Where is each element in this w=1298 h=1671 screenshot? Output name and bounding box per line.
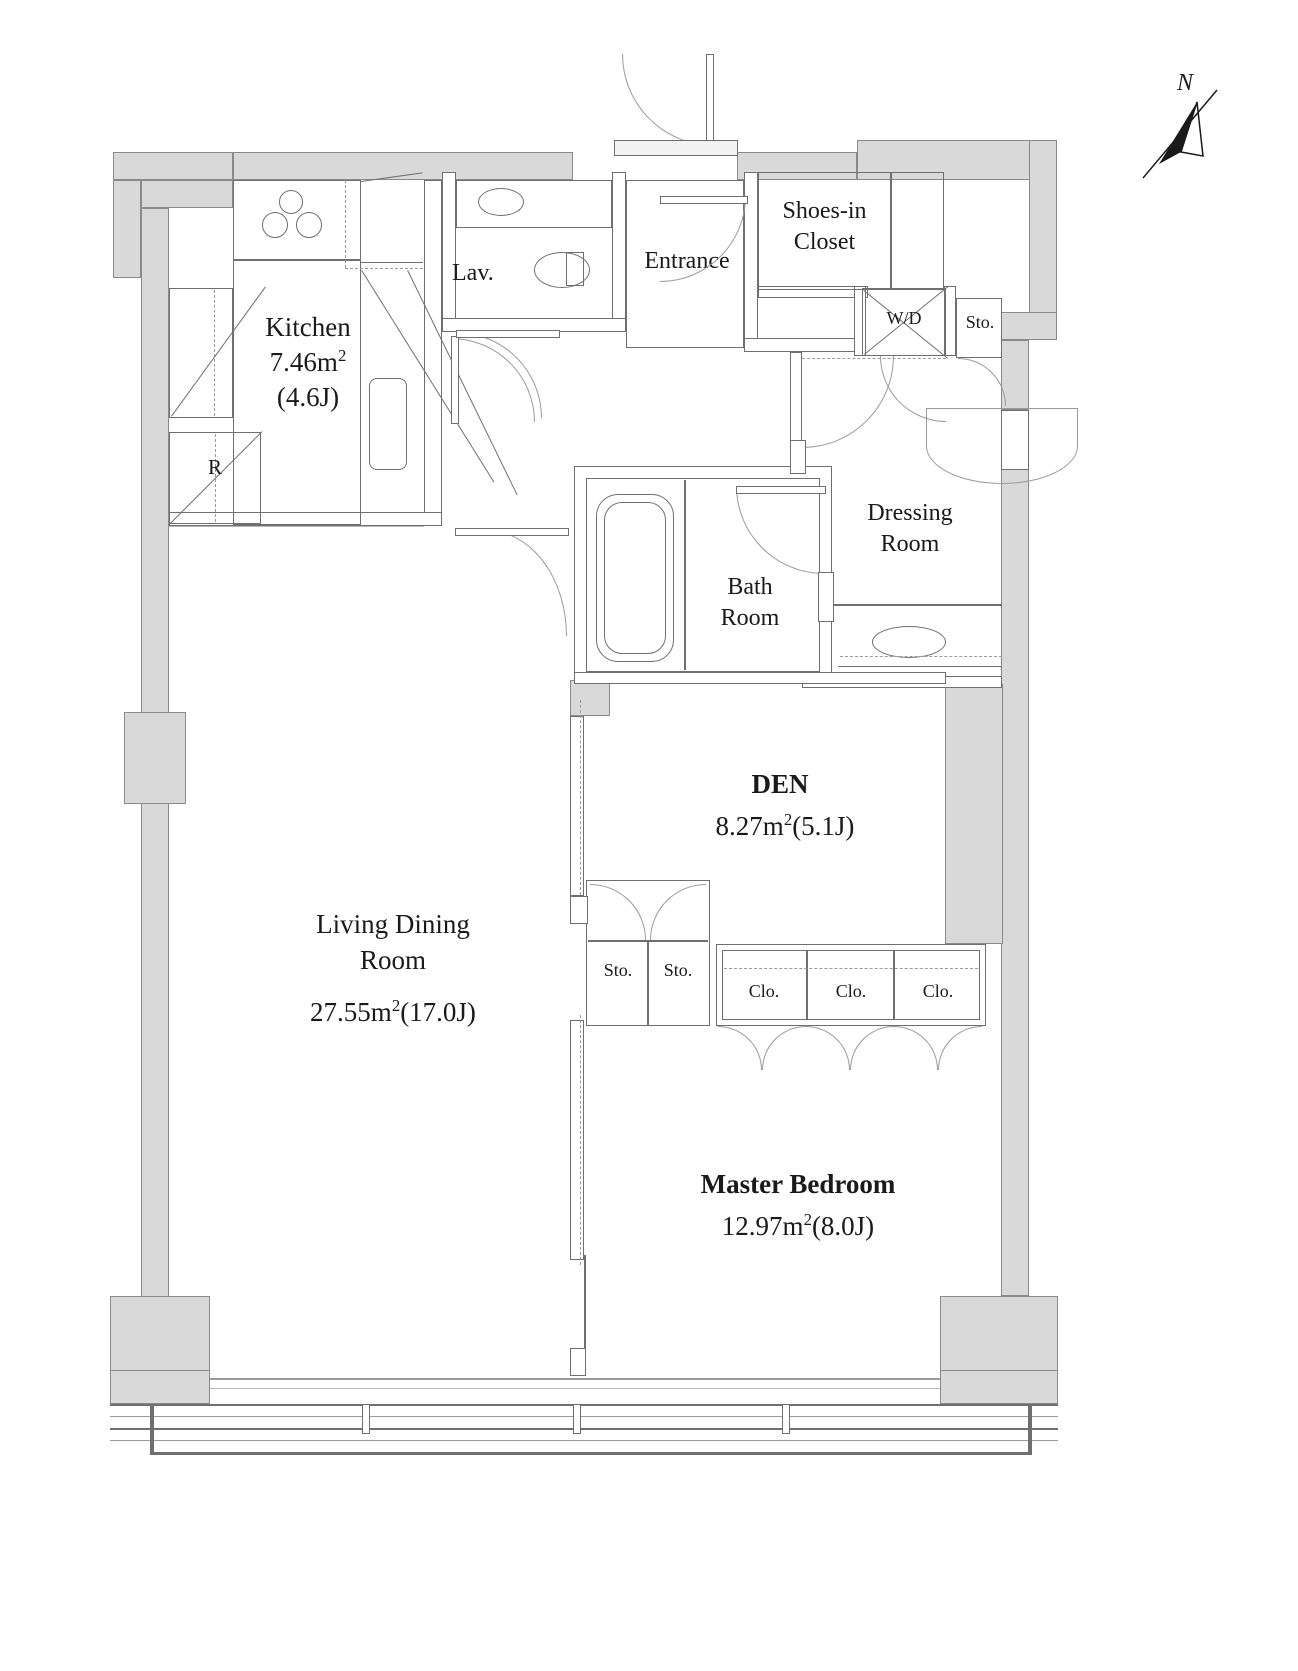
door-swing-closet-3b [938,1026,982,1070]
wall-left-notch [141,180,233,208]
door-leaf-bath [736,486,826,494]
dressing-counter-dash [840,656,1002,657]
door-leaf-entrance-inner [660,196,748,204]
kitchen-hood-dash-a [345,180,346,268]
window-line-4 [110,1416,1058,1417]
label-entrance: Entrance [644,248,730,274]
wall-left-upper-return [113,180,141,278]
door-leaf-hall-ldr [455,528,569,536]
label-closet-3: Clo. [922,981,954,1001]
window-line-1 [210,1378,940,1380]
closet-divider-1 [806,950,808,1020]
window-mullion-b [573,1404,581,1434]
window-line-6 [110,1440,1058,1441]
window-mullion-a [362,1404,370,1434]
ldr-floor-line [169,526,424,527]
mbr-area-superscript: 2 [803,1210,812,1229]
window-end-right [1028,1404,1032,1454]
den-area-superscript: 2 [783,810,793,829]
label-storage-a: Sto. [603,960,633,980]
bathtub-inner [604,502,666,654]
entrance-threshold [614,140,738,156]
label-kitchen: Kitchen $7.46m^2$ (4.6J) [265,312,351,413]
label-master-bedroom-area: $12.97m^2(8.0J)$ [721,1210,875,1241]
window-line-7 [150,1452,1032,1455]
toilet-bowl [534,252,590,288]
compass-north-label: N [1177,70,1194,96]
bath-divider [684,480,686,670]
wall-bottom-right-sill [940,1370,1058,1404]
door-swing-closet-2b [850,1026,894,1070]
door-swing-hall-ldr [487,530,567,636]
window-line-3 [110,1404,1058,1406]
label-closet-1: Clo. [748,981,780,1001]
storage-shelf-line [588,940,708,942]
storage-pair-divider [647,940,649,1026]
door-leaf-entrance-main [706,54,714,148]
kitchen-side-door-dash [214,290,215,416]
partition-ldr-den-lower [570,1020,584,1260]
label-bath-room: Bath Room [720,574,780,632]
door-leaf-lav [456,330,560,338]
wall-bottom-left-sill [110,1370,210,1404]
partition-track-lower [580,1015,581,1265]
lav-sink-basin [478,188,524,216]
label-living-dining-area: $27.55m^2(17.0J)$ [310,996,476,1027]
window-end-left [150,1404,154,1454]
label-storage-entry: Sto. [965,312,995,332]
bath-door-jamb [818,572,834,622]
label-lavatory: Lav. [452,260,494,286]
wall-left-column-mid [124,712,186,804]
door-swing-closet-1b [762,1026,806,1070]
label-storage-b: Sto. [663,960,693,980]
partition-ldr-den-upper [570,716,584,896]
partition-rail [584,1255,586,1360]
label-den: DEN [751,769,809,799]
closet-rail-dash [724,968,978,969]
kitchen-hood-dash-b [345,268,423,269]
partition-jamb-bottom [570,1348,586,1376]
hall-wall-a [790,440,806,474]
label-refrigerator: R [207,455,222,479]
door-swing-closet-2a [806,1026,850,1070]
wall-den-right [945,684,1003,944]
wall-right-upper [1029,140,1057,340]
door-leaf-right-exterior [1001,410,1029,470]
dressing-sink-basin [872,626,946,658]
closet-divider-2 [893,950,895,1020]
label-den-area: $8.27m^2(5.1J)$ [715,810,855,841]
door-swing-closet-3a [894,1026,938,1070]
stove-burner-left [262,212,288,238]
wall-kitchen-right [424,180,442,525]
partition-track-upper [580,700,581,900]
compass-rose [1125,60,1245,180]
door-swing-dressing-a [802,356,894,448]
stove-burner-top [279,190,303,214]
label-washer-dryer: W/D [886,308,922,328]
label-shoes-in-closet: Shoes-in Closet [782,198,867,256]
wall-dressing-divider [832,604,1002,606]
door-swing-sto-entry [958,358,1006,406]
storage-jamb-left [570,896,588,924]
label-closet-2: Clo. [835,981,867,1001]
wall-entry-bottom [744,338,864,352]
stove-burner-right [296,212,322,238]
dressing-counter-edge [838,666,1002,667]
ldr-area-superscript: 2 [391,996,401,1015]
dressing-door-track [802,358,946,359]
window-line-2 [210,1388,940,1389]
wall-den-top [570,680,610,716]
wall-lav-left [442,172,456,332]
window-line-5 [110,1428,1058,1430]
window-mullion-c [782,1404,790,1434]
kitchen-counter-edge-b [361,262,423,263]
wall-right-spine [1001,464,1029,1296]
label-living-dining-room: Living Dining Room [316,909,470,976]
wall-right-notch [1001,312,1057,340]
door-swing-closet-1a [718,1026,762,1070]
door-swing-lav [456,332,542,418]
wall-bath-bottom-ext [574,672,946,684]
door-swing-entrance-main [622,54,714,146]
kitchen-area-superscript: 2 [337,346,347,366]
label-dressing-room: Dressing Room [867,500,953,558]
label-master-bedroom: Master Bedroom [700,1169,896,1199]
wall-top-left [113,152,233,180]
